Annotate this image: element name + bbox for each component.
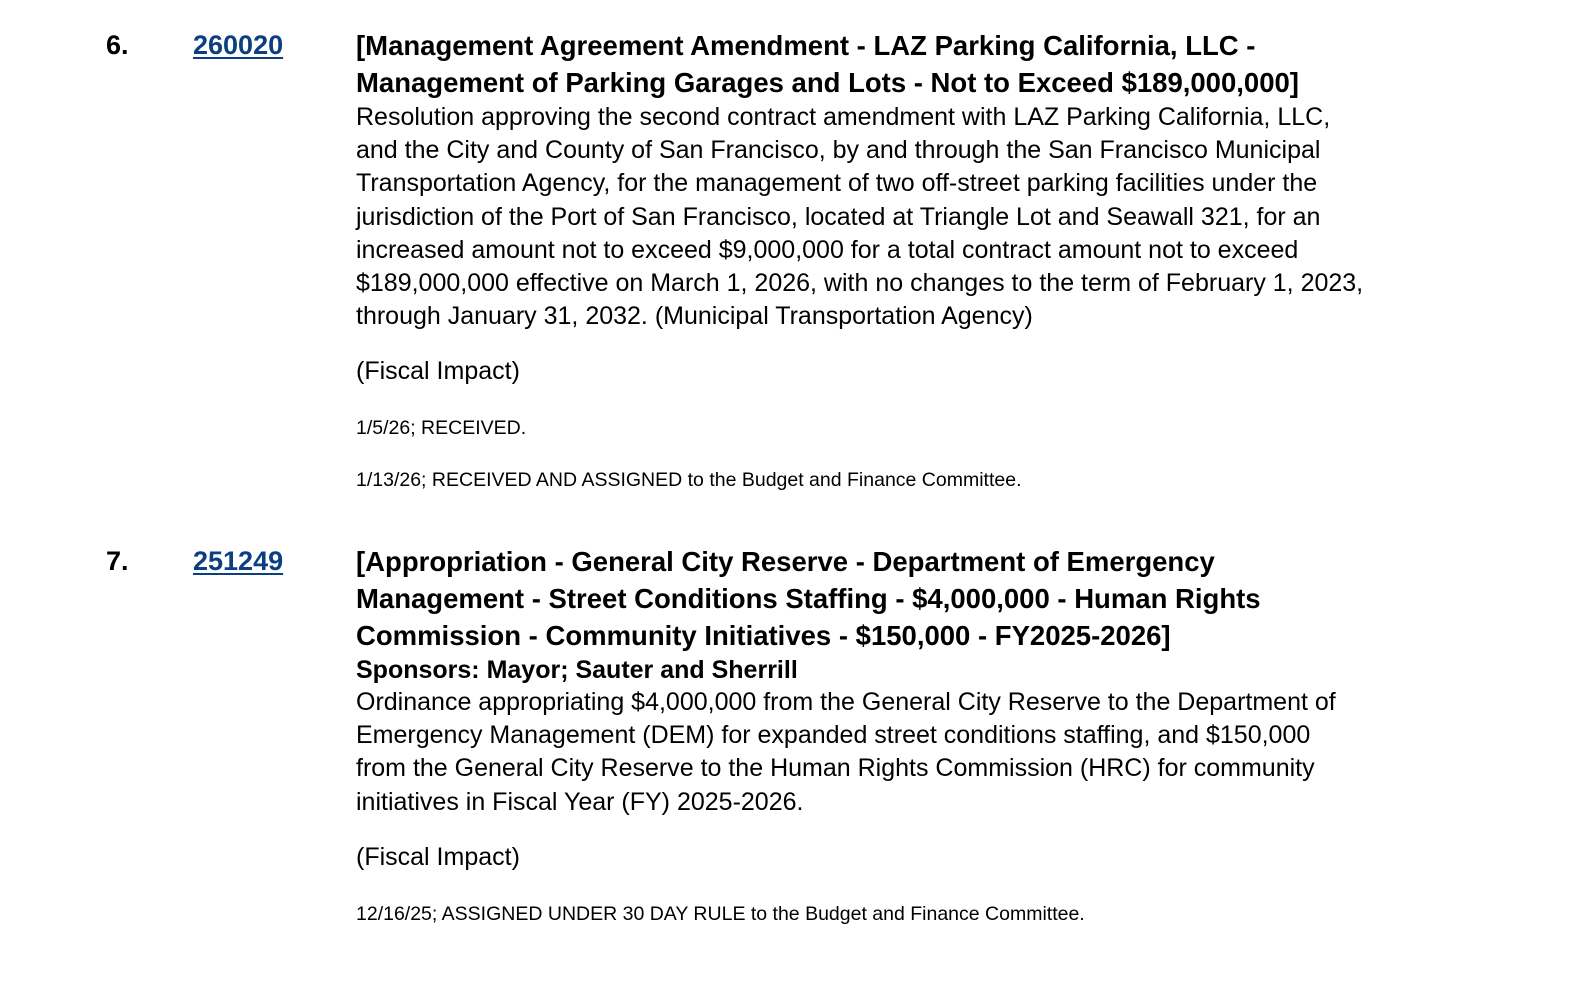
item-number: 6. xyxy=(106,30,129,60)
description-line: increased amount not to exceed $9,000,000 for a total contract amount not to exceed xyxy=(356,235,1299,264)
description-line: Ordinance appropriating $4,000,000 from the General City Reserve to the Department of xyxy=(356,688,1336,716)
action-history-entry: 1/5/26; RECEIVED. xyxy=(356,417,527,440)
sponsors-line: Sponsors: Mayor; Sauter and Sherrill xyxy=(356,656,798,684)
file-number-link[interactable]: 260020 xyxy=(193,30,284,60)
title-line: [Management Agreement Amendment - LAZ Parking California, LLC - xyxy=(356,30,1256,61)
item-description xyxy=(356,101,1486,333)
title-line: Management of Parking Garages and Lots - Not to Exceed $189,000,000] xyxy=(356,67,1299,98)
fiscal-impact-note: (Fiscal Impact) xyxy=(356,357,520,386)
description-line: $189,000,000 effective on March 1, 2026, with no changes to the term of February 1, 2023, xyxy=(356,269,1364,298)
description-line: from the General City Reserve to the Human Rights Commission (HRC) for community xyxy=(356,754,1315,783)
fiscal-impact-note: (Fiscal Impact) xyxy=(356,842,520,871)
title-line: Commission - Community Initiatives - $150,000 - FY2025-2026] xyxy=(356,620,1171,651)
description-line: Transportation Agency, for the management of two off-street parking facilities under the xyxy=(356,169,1318,198)
action-history-entry: 1/13/26; RECEIVED AND ASSIGNED to the Budget and Finance Committee. xyxy=(356,469,1022,492)
description-line: Emergency Management (DEM) for expanded street conditions staffing, and $150,000 xyxy=(356,721,1311,750)
description-line: and the City and County of San Francisco, by and through the San Francisco Municipal xyxy=(356,136,1321,165)
description-line: Resolution approving the second contract amendment with LAZ Parking California, LLC, xyxy=(356,103,1331,131)
item-number: 7. xyxy=(106,546,129,576)
item-title xyxy=(356,27,1486,101)
description-line: jurisdiction of the Port of San Francisco, located at Triangle Lot and Seawall 321, for an xyxy=(356,202,1321,231)
title-line: [Appropriation - General City Reserve - Department of Emergency xyxy=(356,546,1215,577)
action-history-entry: 12/16/25; ASSIGNED UNDER 30 DAY RULE to the Budget and Finance Committee. xyxy=(356,902,1085,925)
description-line: through January 31, 2032. (Municipal Transportation Agency) xyxy=(356,302,1033,331)
item-title xyxy=(356,543,1486,654)
item-description xyxy=(356,686,1486,819)
file-number-link[interactable]: 251249 xyxy=(193,546,284,576)
item-body xyxy=(356,27,1486,493)
description-line: initiatives in Fiscal Year (FY) 2025-2026. xyxy=(356,787,804,816)
title-line: Management - Street Conditions Staffing - $4,000,000 - Human Rights xyxy=(356,583,1261,614)
item-body xyxy=(356,543,1486,927)
